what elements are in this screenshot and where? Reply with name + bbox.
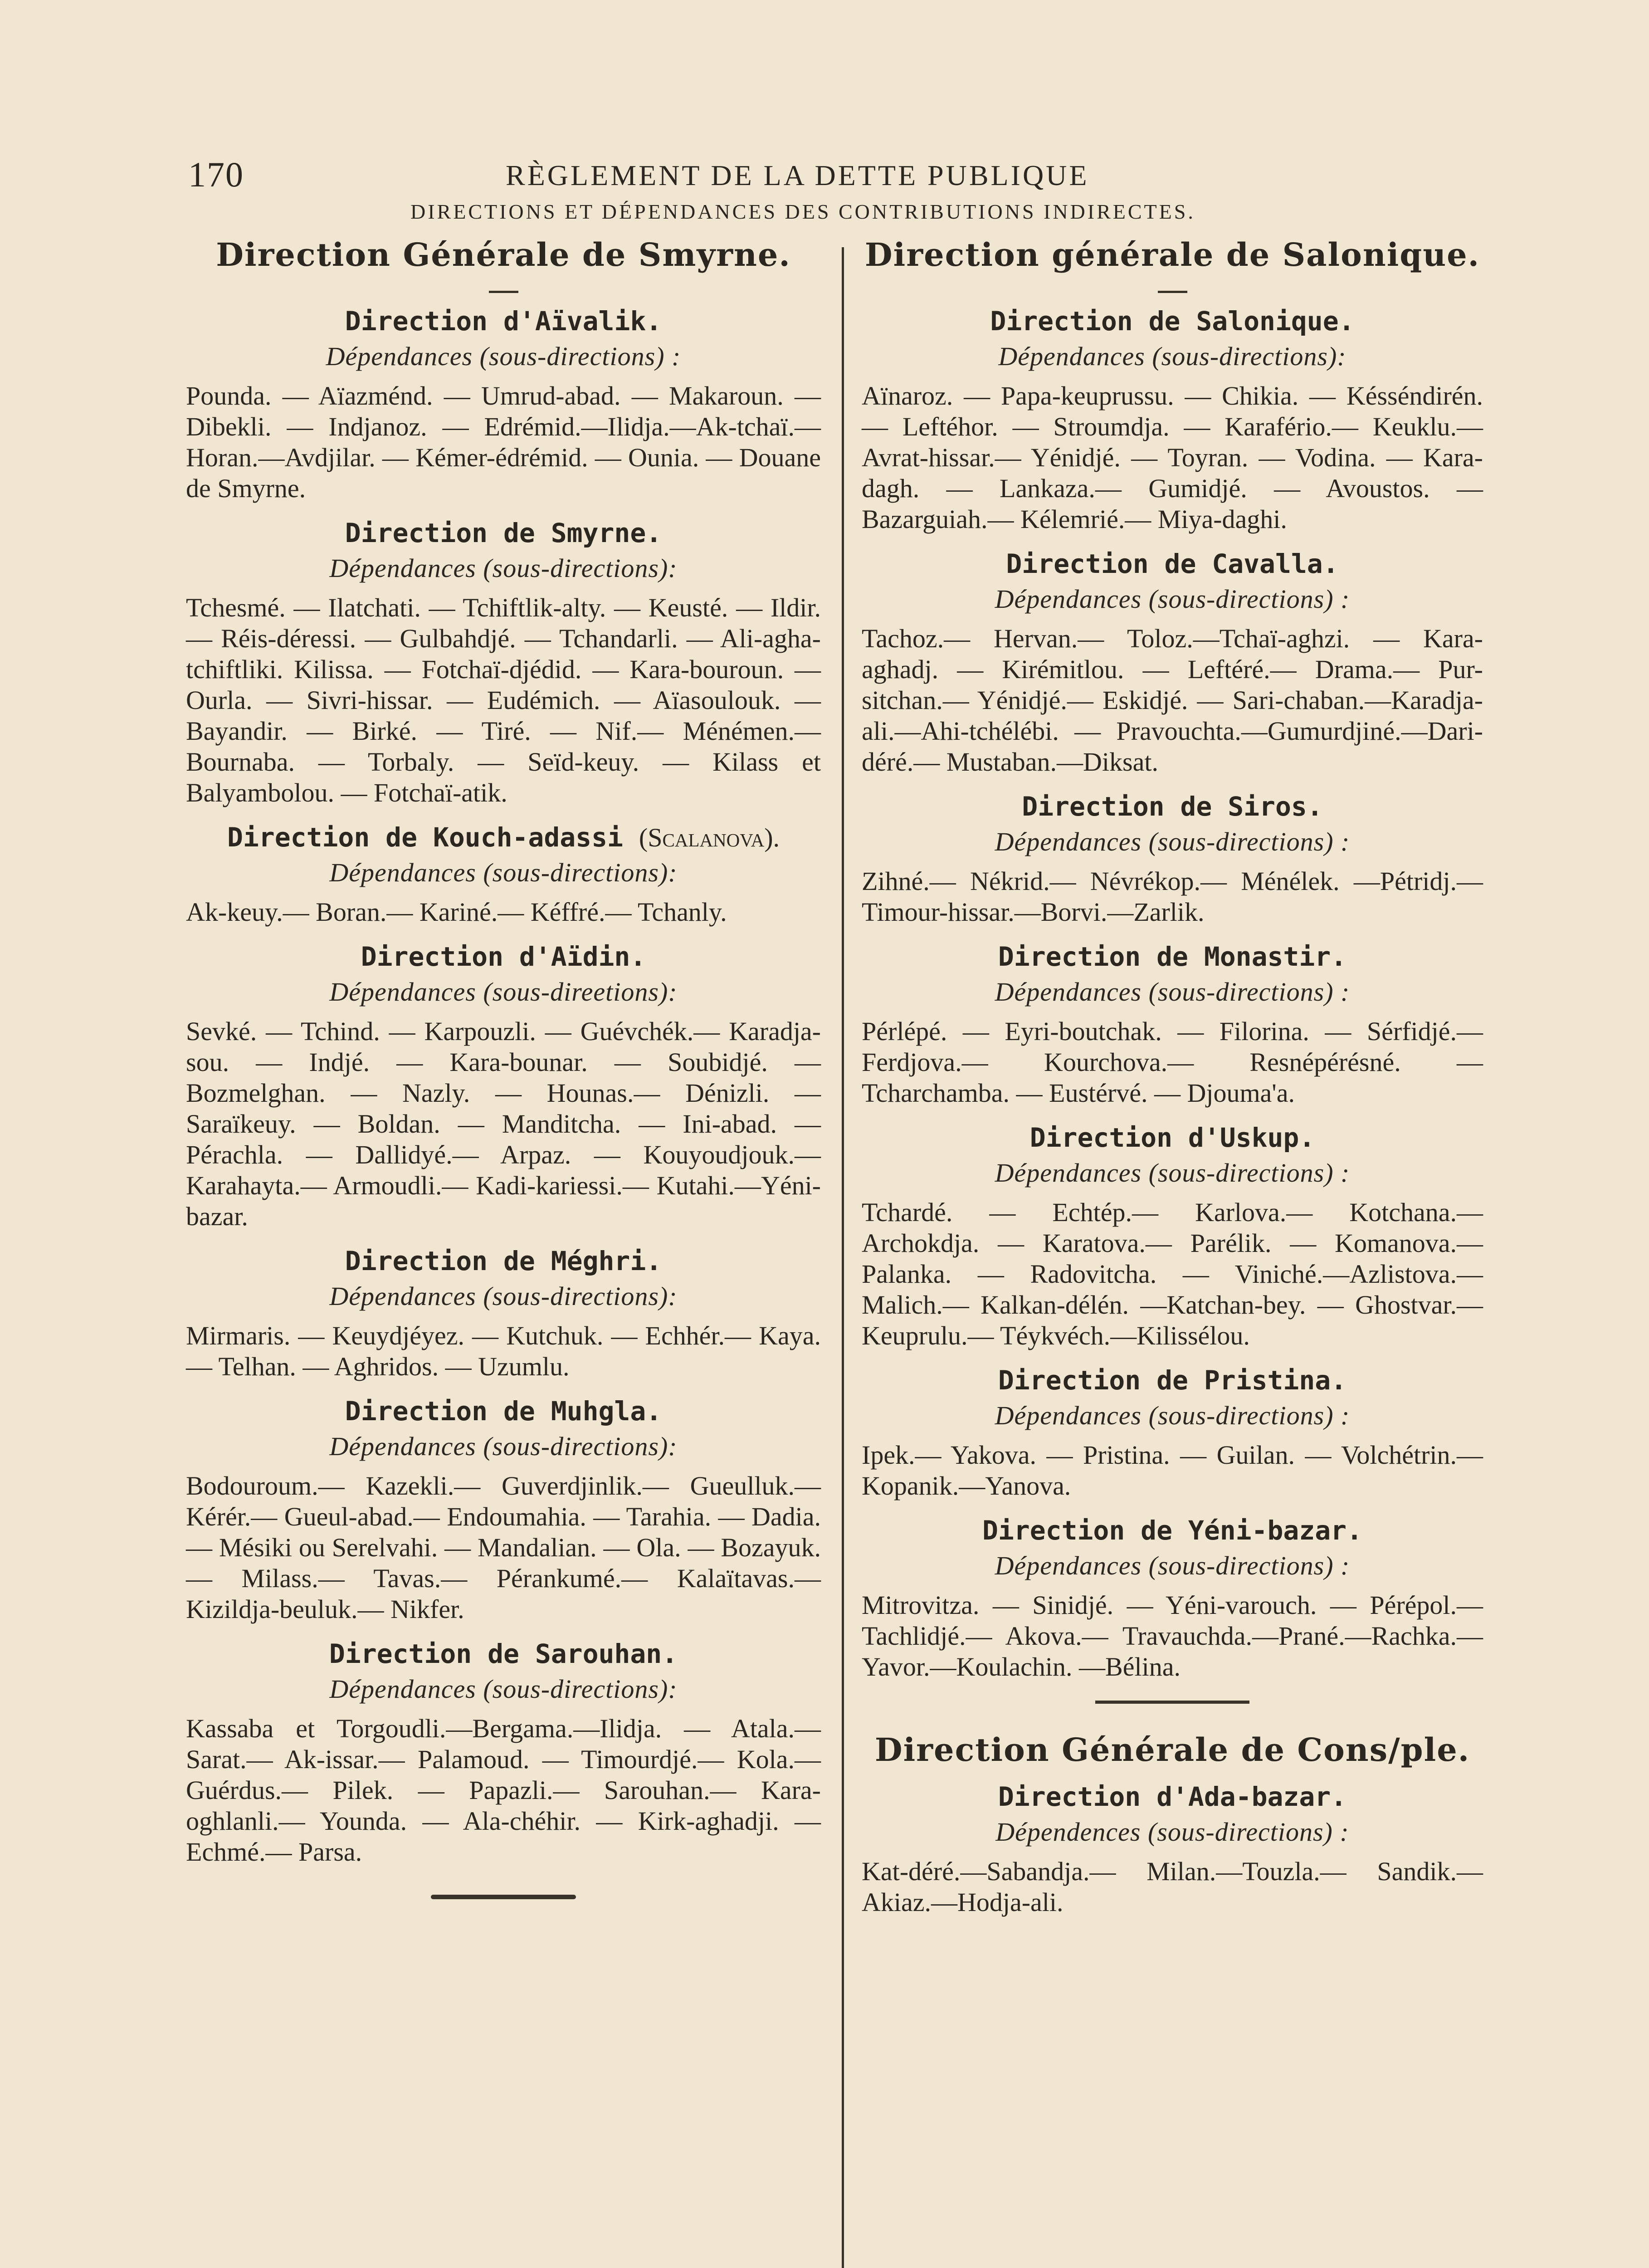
page-number: 170 <box>188 155 244 194</box>
direction-title: Direction de Cavalla. <box>1006 548 1339 579</box>
dependances-list: Tachoz.— Hervan.— Toloz.—Tchaï-aghzi. — Kara-aghadj. — Kirémitlou. — Leftéré.— Drama.— Pur-sitchan.— Yénidjé.— Eskidjé. — Sari-chaban.—Karadja-ali.—Ahi-tchélébi. — Pravouchta.—Gumurdjiné.—Dari-déré.— Mustaban.—Diksat. <box>862 624 1483 777</box>
dependances-label: Dépendances (sous-directions) : <box>995 827 1350 856</box>
dependances-label: Dépendances (sous-directions) : <box>995 1158 1350 1188</box>
dependances-label: Dépendances (sous-directions): <box>998 342 1347 371</box>
direction-title: Direction d'Aïvalik. <box>345 306 662 337</box>
section-yeni-bazar <box>862 1515 1483 1682</box>
section-separator-rule <box>1095 1701 1249 1704</box>
dependances-list: Zihné.— Nékrid.— Névrékop.— Ménélek. —Pétridj.—Timour-hissar.—Borvi.—Zarlik. <box>862 866 1483 927</box>
dependances-label: Dépendances (sous-directions): <box>329 858 678 887</box>
direction-title: Direction d'Ada-bazar. <box>998 1781 1347 1812</box>
dependances-list: Tchesmé. — Ilatchati. — Tchiftlik-alty. — Keusté. — Ildir. — Réis-déressi. — Gulbahdjé. — Tchandarli. — Ali-agha-tchiftliki. Kilissa. — Fotchaï-djédid. — Kara-bouroun. — Ourla. — Sivri-hissar. — Eudémich. — Aïasoulouk. — Bayandir. — Birké. — Tiré. — Nif.— Ménémen.— Bournaba. — Torbaly. — Seïd-keuy. — Kilass et Balyambolou. — Fotchaï-atik. <box>186 593 821 807</box>
dependances-list: Ak-keuy.— Boran.— Kariné.— Kéffré.— Tchanly. <box>186 897 727 927</box>
section-siros <box>862 791 1483 928</box>
left-column <box>186 236 821 1899</box>
dependances-label: Dépendances (sous-directions) : <box>326 342 681 371</box>
direction-title: Direction de Smyrne. <box>345 518 662 548</box>
section-aivalik <box>186 306 821 504</box>
dependances-list: Tchardé. — Echtép.— Karlova.— Kotchana.— Archokdja. — Karatova.— Parélik. — Komanova.— Palanka. — Radovitcha. — Viniché.—Azlistova.—Malich.— Kalkan-délén. —Katchan-bey. — Ghostvar.— Keuprulu.— Téykvéch.—Kilissélou. <box>862 1198 1483 1350</box>
heading-dash <box>1158 291 1187 293</box>
left-general-heading: Direction Générale de Smyrne. <box>216 236 791 274</box>
dependances-list: Kat-déré.—Sabandja.— Milan.—Touzla.— Sandik.—Akiaz.—Hodja-ali. <box>862 1857 1483 1917</box>
end-ornament-rule <box>431 1895 576 1899</box>
section-salonique <box>862 306 1483 535</box>
dependances-list: Kassaba et Torgoudli.—Bergama.—Ilidja. — Atala.— Sarat.— Ak-issar.— Palamoud. — Timourdjé.— Kola.— Guérdus.— Pilek. — Papazli.— Sarouhan.— Kara-oghlanli.— Younda. — Ala-chéhir. — Kirk-aghadji. — Echmé.— Parsa. <box>186 1714 821 1867</box>
section-pristina <box>862 1365 1483 1501</box>
direction-title: Direction de Pristina. <box>998 1365 1347 1396</box>
direction-title-suffix: (Scalanova). <box>639 823 780 852</box>
dependances-label: Dépendances (sous-directions): <box>329 1281 678 1311</box>
section-smyrne <box>186 518 821 808</box>
page-subtitle: DIRECTIONS ET DÉPENDANCES DES CONTRIBUTIONS INDIRECTES. <box>410 200 1195 223</box>
section-sarouhan <box>186 1638 821 1867</box>
running-head <box>188 154 1213 223</box>
section-cavalla <box>862 548 1483 777</box>
dependances-list: Pérlépé. — Eyri-boutchak. — Filorina. — Sérfidjé.— Ferdjova.— Kourchova.— Resnépérésné. — Tcharchamba. — Eustérvé. — Djouma'a. <box>862 1017 1483 1108</box>
direction-title: Direction de Salonique. <box>990 306 1355 337</box>
dependances-label: Dépendances (sous-directions) : <box>995 1401 1350 1430</box>
section-meghri <box>186 1246 821 1382</box>
direction-title: Direction d'Uskup. <box>1029 1122 1315 1153</box>
section-monastir <box>862 941 1483 1109</box>
right-column <box>862 236 1483 1931</box>
dependances-list: Mitrovitza. — Sinidjé. — Yéni-varouch. — Pérépol.— Tachlidjé.— Akova.— Travauchda.—Prané.—Rachka.—Yavor.—Koulachin. —Bélina. <box>862 1590 1483 1681</box>
direction-title-main: Direction de Kouch-adassi <box>227 822 623 853</box>
direction-title: Direction de Siros. <box>1022 791 1323 822</box>
dependances-label: Dépendances (sous-directions) : <box>995 1551 1350 1580</box>
right-general-heading-2: Direction Générale de Cons/ple. <box>874 1731 1470 1769</box>
direction-title: Direction de Yéni-bazar. <box>982 1515 1363 1546</box>
section-muhgla <box>186 1396 821 1625</box>
dependances-label: Dépendences (sous-directions) : <box>995 1817 1349 1847</box>
direction-title: Direction d'Aïdin. <box>361 941 646 972</box>
heading-dash <box>489 291 518 293</box>
direction-title: Direction de Monastir. <box>998 941 1347 972</box>
dependances-label: Dépendances (sous-directions): <box>329 1432 678 1461</box>
direction-title: Direction de Méghri. <box>345 1246 662 1276</box>
dependances-list: Ipek.— Yakova. — Pristina. — Guilan. — Volchétrin.—Kopanik.—Yanova. <box>862 1440 1483 1501</box>
page-title: RÈGLEMENT DE LA DETTE PUBLIQUE <box>506 159 1089 191</box>
dependances-label: Dépendances (sous-directions): <box>329 553 678 583</box>
direction-title: Direction de Sarouhan. <box>329 1638 678 1669</box>
dependances-list: Pounda. — Aïazménd. — Umrud-abad. — Makaroun. — Dibekli. — Indjanoz. — Edrémid.—Ilidja.—Ak-tchaï.—Horan.—Avdjilar. — Kémer-édrémid. — Ounia. — Douane de Smyrne. <box>186 381 821 503</box>
section-aidin <box>186 941 821 1232</box>
section-ada-bazar <box>862 1781 1483 1918</box>
dependances-label: Dépendances (sous-directions): <box>329 1674 678 1704</box>
dependances-label: Dépendances (sous-direetions): <box>329 977 678 1007</box>
dependances-label: Dépendances (sous-directions) : <box>995 584 1350 614</box>
dependances-list: Sevké. — Tchind. — Karpouzli. — Guévchék.— Karadja-sou. — Indjé. — Kara-bounar. — Soubidjé. — Bozmelghan. — Nazly. — Hounas.— Dénizli. — Saraïkeuy. — Boldan. — Manditcha. — Ini-abad. — Pérachla. — Dallidyé.— Arpaz. — Kouyoudjouk.— Karahayta.— Armoudli.— Kadi-kariessi.— Kutahi.—Yéni-bazar. <box>186 1017 821 1231</box>
column-divider <box>842 247 844 2268</box>
direction-title: Direction de Muhgla. <box>345 1396 662 1427</box>
right-general-heading: Direction générale de Salonique. <box>864 236 1480 274</box>
direction-title <box>186 822 821 853</box>
dependances-list: Bodouroum.— Kazekli.— Guverdjinlik.— Gueulluk.— Kérér.— Gueul-abad.— Endoumahia. — Tarahia. — Dadia. — Mésiki ou Serelvahi. — Mandalian. — Ola. — Bozayuk. — Milass.— Tavas.— Pérankumé.— Kalaïtavas.— Kizildja-beuluk.— Nikfer. <box>186 1471 821 1624</box>
dependances-label: Dépendances (sous-directions) : <box>995 977 1350 1007</box>
dependances-list: Aïnaroz. — Papa-keuprussu. — Chikia. — Késséndirén. — Leftéhor. — Stroumdja. — Karafério.— Keuklu.— Avrat-hissar.— Yénidjé. — Toyran. — Vodina. — Kara-dagh. — Lankaza.— Gumidjé. — Avoustos. — Bazarguiah.— Kélemrié.— Miya-daghi. <box>862 381 1483 534</box>
dependances-list: Mirmaris. — Keuydjéyez. — Kutchuk. — Echhér.— Kaya. — Telhan. — Aghridos. — Uzumlu. <box>186 1321 821 1381</box>
section-kouch-adassi <box>186 822 821 928</box>
section-uskup <box>862 1122 1483 1351</box>
